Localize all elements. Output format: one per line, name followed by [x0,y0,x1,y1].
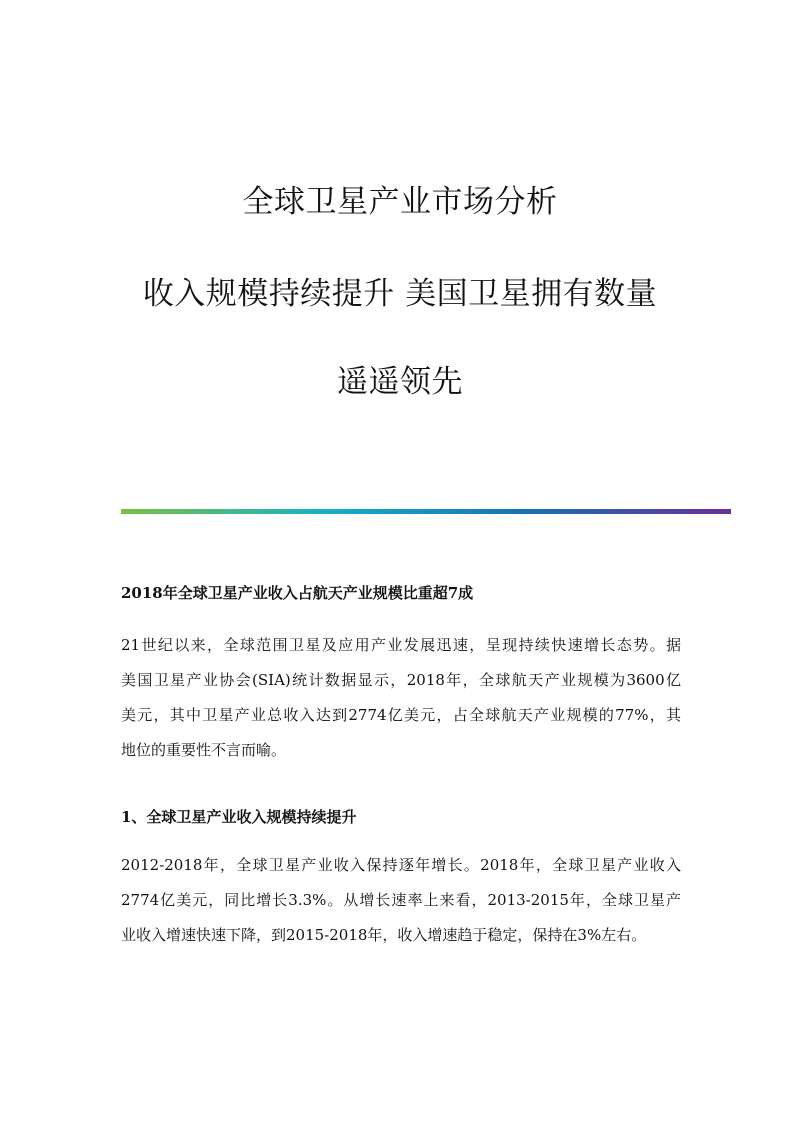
document-title-line-1: 全球卫星产业市场分析 [242,184,558,220]
section-heading-2: 1、全球卫星产业收入规模持续提升 [121,808,357,826]
gradient-divider [121,509,731,514]
paragraph-line: 业收入增速快速下降，到2015-2018年，收入增速趋于稳定，保持在3%左右。 [121,926,647,944]
paragraph-line: 美元，其中卫星产业总收入达到2774亿美元，占全球航天产业规模的77%，其 [121,706,681,724]
section-paragraph-2 [121,848,681,953]
paragraph-line: 地位的重要性不言而喻。 [121,741,287,759]
section-paragraph-1 [121,628,681,768]
document-title-line-3: 遥遥领先 [337,364,463,400]
paragraph-line: 2012-2018年，全球卫星产业收入保持逐年增长。2018年，全球卫星产业收入 [121,856,681,874]
paragraph-line: 2774亿美元，同比增长3.3%。从增长速率上来看，2013-2015年，全球卫星产 [121,891,681,909]
document-title-line-2: 收入规模持续提升 美国卫星拥有数量 [142,276,658,312]
paragraph-line: 21世纪以来，全球范围卫星及应用产业发展迅速，呈现持续快速增长态势。据 [121,636,681,654]
section-heading-1: 2018年全球卫星产业收入占航天产业规模比重超7成 [121,584,474,602]
paragraph-line: 美国卫星产业协会(SIA)统计数据显示，2018年，全球航天产业规模为3600亿 [121,671,681,689]
